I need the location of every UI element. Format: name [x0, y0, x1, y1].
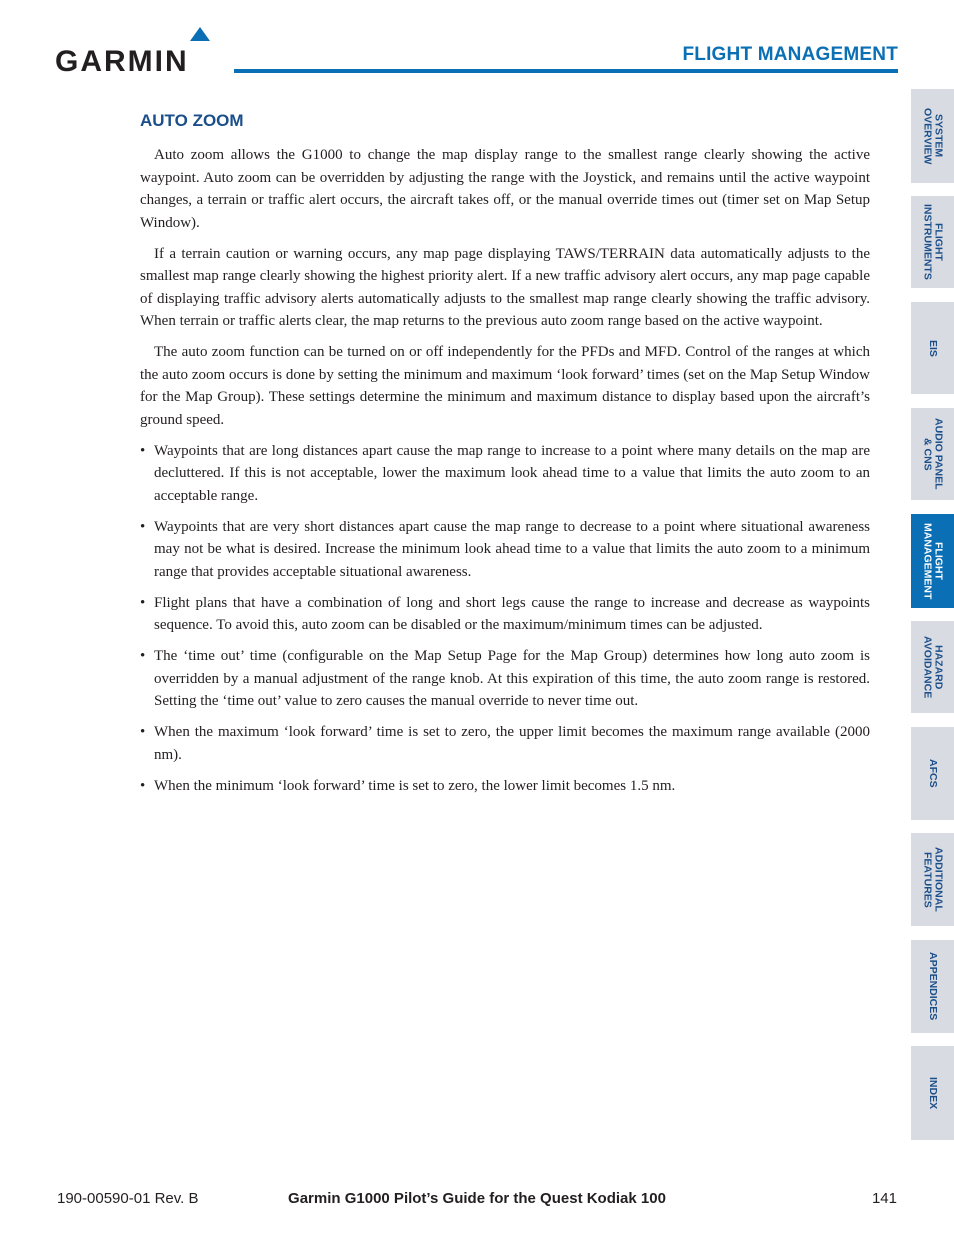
tab-index[interactable]	[911, 1046, 954, 1140]
page-number: 141	[871, 1190, 897, 1207]
tab-additional-features[interactable]	[911, 833, 954, 926]
tab-label: EIS	[927, 339, 939, 357]
section-heading: AUTO ZOOM	[140, 111, 244, 130]
list-item-text: Flight plans that have a combination of long and short legs cause the range to increase and decrease as waypoints sequence. To avoid this, auto zoom can be disabled or the maximum/minimum times can be adjusted.	[154, 594, 870, 633]
tab-eis[interactable]	[911, 302, 954, 394]
list-item	[140, 721, 870, 766]
tab-appendices[interactable]	[911, 940, 954, 1033]
guide-title: Garmin G1000 Pilot’s Guide for the Quest Kodiak 100	[288, 1190, 666, 1207]
garmin-triangle-icon	[190, 27, 210, 41]
tab-audio-panel-cns[interactable]	[911, 408, 954, 500]
bullet-icon: •	[140, 518, 146, 535]
list-item	[140, 645, 870, 713]
garmin-logo	[55, 27, 220, 78]
tab-label: FLIGHT MANAGEMENT	[921, 522, 945, 600]
bullet-icon: •	[140, 594, 146, 611]
tab-label: FLIGHT INSTRUMENTS	[921, 204, 945, 280]
bullet-icon: •	[140, 777, 146, 794]
tab-label: APPENDICES	[927, 952, 939, 1021]
page-content	[140, 144, 870, 806]
tab-flight-instruments[interactable]	[911, 196, 954, 288]
list-item-text: When the minimum ‘look forward’ time is set to zero, the lower limit becomes 1.5 nm.	[154, 777, 676, 794]
bullet-icon: •	[140, 442, 146, 459]
tab-hazard-avoidance[interactable]	[911, 621, 954, 713]
header-rule	[234, 69, 898, 73]
tab-label: INDEX	[927, 1076, 939, 1110]
bullet-icon: •	[140, 648, 146, 664]
doc-number: 190-00590-01 Rev. B	[57, 1190, 199, 1207]
list-item-text: Waypoints that are very short distances apart cause the map range to decrease to a point where situational awareness may not be what is desired. Increase the minimum look ahead time to a value that limits the auto zoom to a minimum range that provides acceptable situational awareness.	[154, 518, 870, 580]
page-section-title: FLIGHT MANAGEMENT	[682, 44, 898, 65]
list-item-text: Waypoints that are long distances apart cause the map range to increase to a point where many details on the map are decluttered. If this is not acceptable, lower the maximum look ahead time to a value that limits the auto zoom to an acceptable range.	[154, 442, 870, 504]
logo-text: GARMIN	[55, 45, 189, 78]
paragraph: Auto zoom allows the G1000 to change the map display range to the smallest range clearly showing the active waypoint. Auto zoom can be overridden by adjusting the range with the Joystick, and remains until the active waypoint changes, a terrain or traffic alert occurs, the aircraft takes off, or the manual override times out (timer set on Map Setup Window).	[140, 147, 870, 231]
tab-label: AFCS	[927, 759, 939, 788]
list-item	[140, 440, 870, 508]
paragraph: If a terrain caution or warning occurs, any map page displaying TAWS/TERRAIN data automatically adjusts to the smallest map range clearly showing the highest priority alert. If a new traffic advisory alert occurs, any map page capable of displaying traffic advisory alerts automatically adjusts to the smallest map range clearly showing the traffic advisory. When terrain or traffic alerts clear, the map returns to the previous auto zoom range based on the active waypoint.	[140, 245, 870, 329]
tab-label: HAZARD AVOIDANCE	[921, 635, 945, 699]
list-item	[140, 592, 870, 637]
tab-flight-management[interactable]	[911, 514, 954, 608]
bullet-icon: •	[140, 724, 146, 740]
tab-label: ADDITIONAL FEATURES	[921, 847, 945, 912]
list-item	[140, 775, 870, 798]
tab-label: SYSTEM OVERVIEW	[921, 107, 945, 165]
list-item-text: When the maximum ‘look forward’ time is set to zero, the upper limit becomes the maximum range available (2000 nm).	[154, 724, 870, 763]
tab-afcs[interactable]	[911, 727, 954, 820]
paragraph: The auto zoom function can be turned on or off independently for the PFDs and MFD. Control of the ranges at which the auto zoom occurs is done by setting the minimum and maximum ‘look forward’ times (set on the Map Setup Window for the Map Group). These settings determine the minimum and maximum distance to display based upon the aircraft’s ground speed.	[140, 344, 870, 428]
list-item-text: The ‘time out’ time (configurable on the Map Setup Page for the Map Group) determines how long auto zoom is overridden by a manual adjustment of the range knob. At this expiration of this time, the auto zoom range is restored. Setting the ‘time out’ value to zero causes the manual override to never time out.	[154, 648, 870, 709]
list-item	[140, 516, 870, 584]
tab-label: AUDIO PANEL & CNS	[921, 418, 945, 490]
tab-system-overview[interactable]	[911, 89, 954, 183]
